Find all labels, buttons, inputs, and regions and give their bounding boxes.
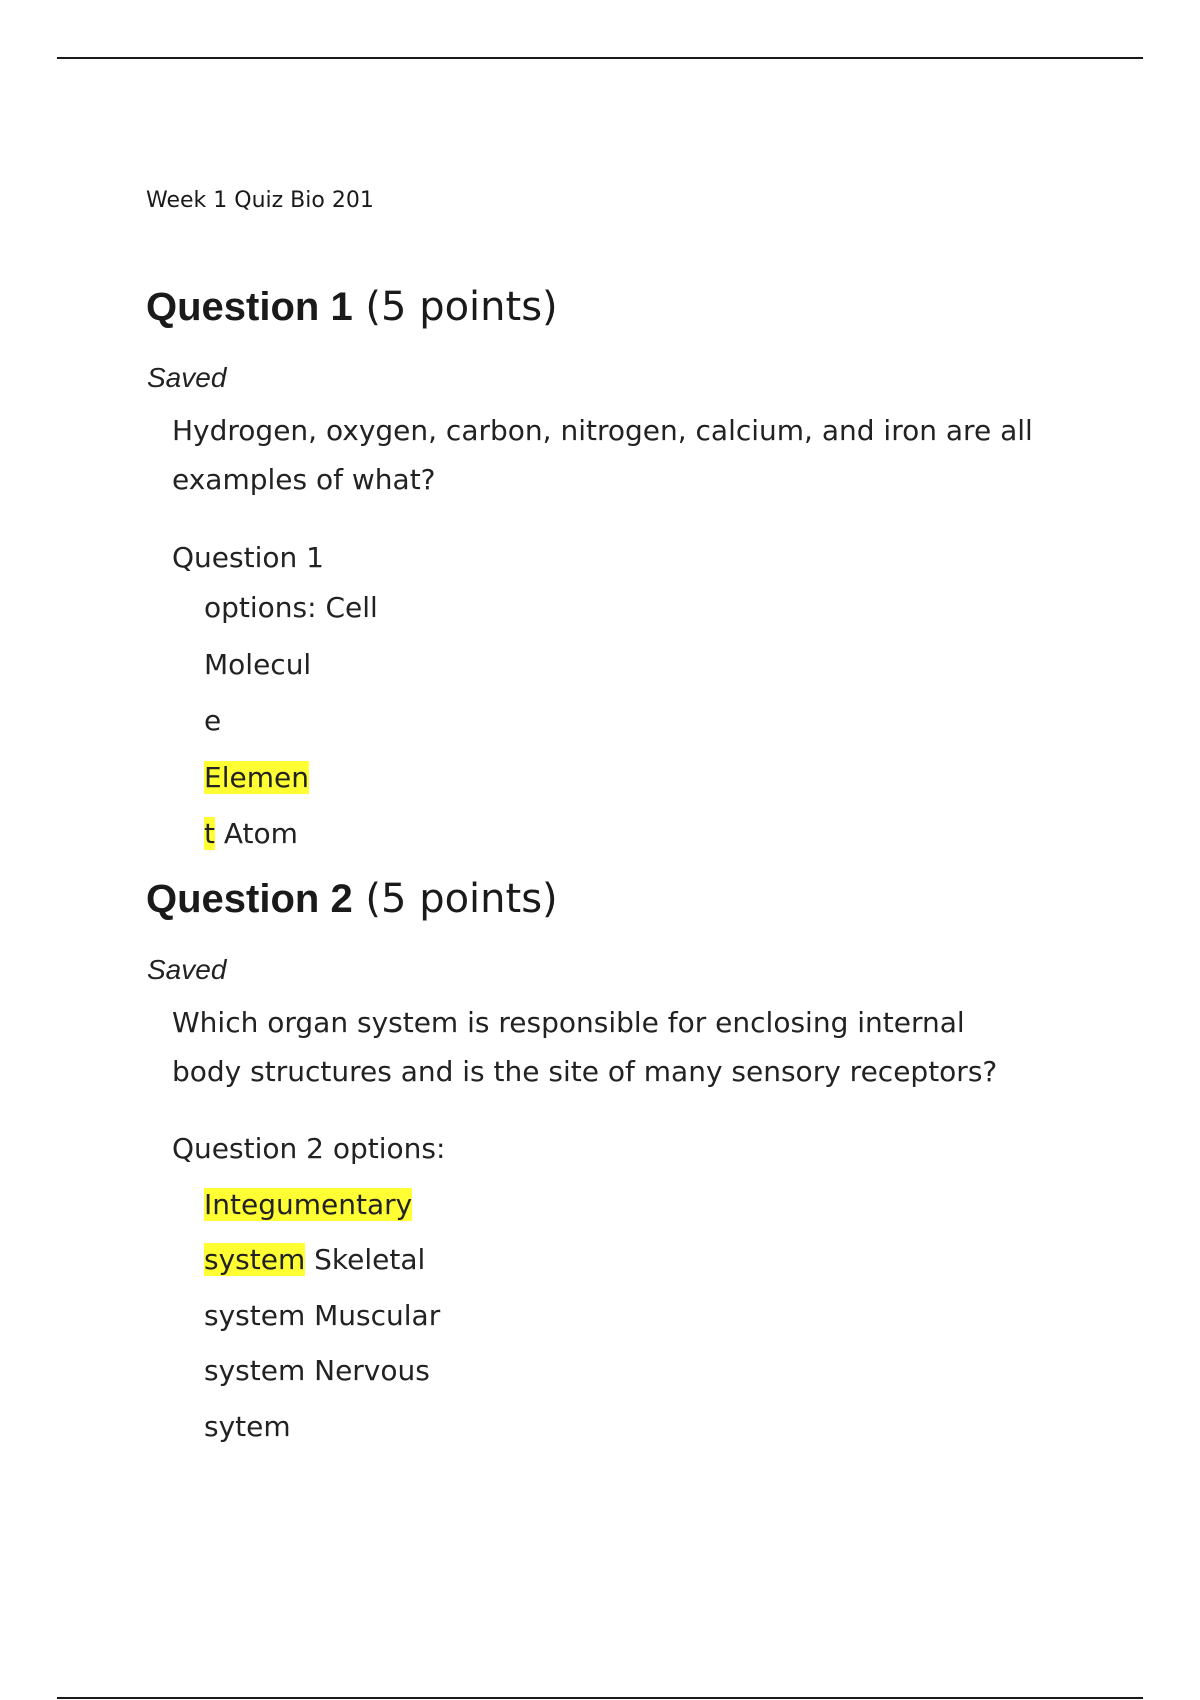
question-2-option-line-4: system Nervous — [204, 1354, 430, 1387]
question-1-prompt-line-1: Hydrogen, oxygen, carbon, nitrogen, calcium, and iron are all — [172, 414, 1033, 447]
question-1-option-line-5-rest: Atom — [214, 817, 298, 850]
question-1-selected-answer-highlight-end: t — [204, 817, 215, 850]
question-1-points: (5 points) — [365, 284, 558, 330]
question-1-prompt-line-2: examples of what? — [172, 463, 436, 496]
question-1-heading — [146, 283, 558, 331]
question-2-heading — [146, 875, 558, 923]
question-2-prompt — [172, 998, 1102, 1096]
question-2-prompt-line-2: body structures and is the site of many sensory receptors? — [172, 1055, 998, 1088]
question-2-selected-answer-highlight: Integumentary — [204, 1188, 413, 1221]
question-1-option-line-5 — [204, 817, 298, 851]
question-2-saved-status: Saved — [147, 954, 227, 985]
bottom-rule — [57, 1697, 1143, 1699]
question-1-option-line-4 — [204, 761, 309, 795]
document-title: Week 1 Quiz Bio 201 — [146, 188, 374, 213]
question-1-label: Question 1 — [146, 285, 353, 329]
question-1-option-line-3: e — [204, 704, 222, 737]
question-2-label: Question 2 — [146, 877, 353, 921]
top-rule — [57, 57, 1143, 59]
question-1-saved-status: Saved — [147, 362, 227, 393]
question-2-points: (5 points) — [365, 876, 558, 922]
question-2-option-line-3: system Muscular — [204, 1299, 441, 1332]
question-2-option-line-2-rest: Skeletal — [305, 1243, 426, 1276]
question-2-option-line-1 — [204, 1188, 412, 1222]
question-2-option-line-2 — [204, 1243, 425, 1277]
question-2-prompt-line-1: Which organ system is responsible for enclosing internal — [172, 1006, 965, 1039]
question-1-prompt — [172, 406, 1102, 504]
question-2-options-label: Question 2 options: — [172, 1132, 446, 1165]
question-2-selected-answer-highlight-end: system — [204, 1243, 306, 1276]
question-2-option-line-5: sytem — [204, 1410, 291, 1443]
question-1-options-label: Question 1 — [172, 541, 324, 574]
question-1-option-line-2: Molecul — [204, 648, 312, 681]
question-1-selected-answer-highlight: Elemen — [204, 761, 309, 794]
question-1-option-line-1: options: Cell — [204, 591, 378, 624]
